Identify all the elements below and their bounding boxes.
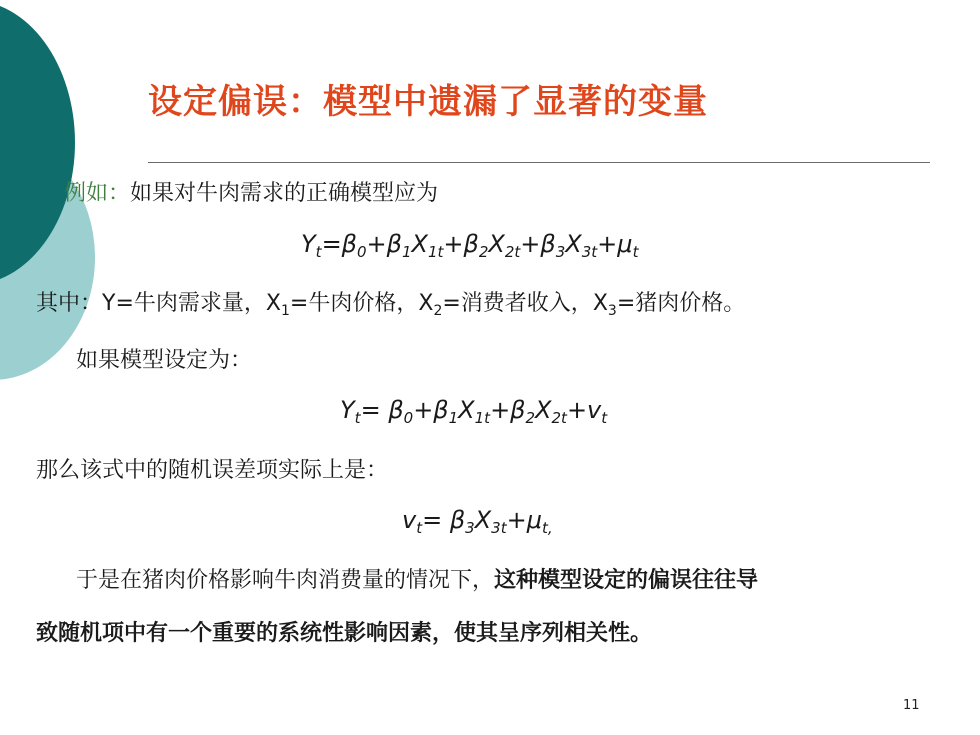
f1-beta0: β: [341, 230, 357, 258]
f1-beta1: β: [386, 230, 402, 258]
where-x2-desc: 消费者收入，: [460, 291, 593, 316]
f1-beta0-sub: 0: [357, 243, 367, 261]
f2-beta0-sub: 0: [403, 409, 414, 427]
f3-v: v: [402, 506, 417, 534]
error-term-formula: [402, 506, 553, 537]
f1-plus: +: [366, 230, 387, 258]
where-x3-sub: 3: [607, 303, 617, 319]
where-y-desc: 牛肉需求量，: [133, 291, 266, 316]
f2-x1-sub: 1t: [474, 409, 491, 427]
conclusion-line-1: [76, 563, 758, 594]
where-x2-sub: 2: [433, 303, 443, 319]
f1-x2-sub: 2t: [504, 243, 521, 261]
f1-x3-sub: 3t: [581, 243, 598, 261]
title-divider: [148, 162, 930, 163]
f1-x3: X: [565, 230, 582, 258]
f1-x1: X: [411, 230, 428, 258]
f2-v: v: [587, 396, 602, 424]
example-line: [64, 176, 438, 207]
f1-beta1-sub: 1: [401, 243, 412, 261]
f2-plus: +: [490, 396, 511, 424]
f1-beta3: β: [540, 230, 556, 258]
where-x3-desc: 猪肉价格。: [635, 291, 746, 316]
f2-v-sub: t: [601, 409, 608, 427]
conclusion-line-2: 致随机项中有一个重要的系统性影响因素，使其呈序列相关性。: [36, 620, 653, 646]
f2-x2: X: [535, 396, 552, 424]
f2-x1: X: [458, 396, 475, 424]
f2-eq: =: [360, 396, 389, 424]
f2-beta2-sub: 2: [525, 409, 536, 427]
f2-x2-sub: 2t: [551, 409, 567, 427]
slide-title: 设定偏误：模型中遗漏了显著的变量: [148, 82, 708, 122]
where-x1: X: [265, 291, 281, 316]
example-text: 如果对牛肉需求的正确模型应为: [130, 181, 439, 206]
where-x1-desc: 牛肉价格，: [308, 291, 419, 316]
f2-beta1-sub: 1: [448, 409, 459, 427]
f1-eq: =: [321, 230, 342, 258]
misspecified-model-formula: [340, 396, 607, 427]
f2-y-sub: t: [354, 409, 361, 427]
where-x1-eq: =: [289, 291, 309, 316]
f1-plus: +: [443, 230, 464, 258]
example-label: 例如：: [64, 181, 131, 206]
f2-plus: +: [413, 396, 434, 424]
f1-x2: X: [488, 230, 505, 258]
conclusion-bold-text: 这种模型设定的偏误往往导: [494, 567, 759, 593]
f3-beta3: β: [449, 506, 466, 534]
f3-beta3-sub: 3: [465, 519, 475, 537]
f1-mu: μ: [617, 230, 633, 258]
f3-mu: μ: [526, 506, 542, 534]
f3-x3-sub: 3t: [491, 519, 507, 537]
f1-mu-sub: t: [632, 243, 639, 261]
correct-model-formula: [301, 230, 638, 261]
f2-beta0: β: [388, 396, 404, 424]
where-x1-sub: 1: [280, 303, 290, 319]
where-x3-eq: =: [616, 291, 636, 316]
f1-plus: +: [520, 230, 541, 258]
f2-beta2: β: [510, 396, 526, 424]
f3-plus: +: [506, 506, 527, 534]
f3-x3: X: [474, 506, 492, 534]
f2-plus: +: [566, 396, 588, 424]
f1-beta2: β: [463, 230, 479, 258]
f2-beta1: β: [433, 396, 449, 424]
variable-definitions: [36, 286, 745, 319]
f1-x1-sub: 1t: [427, 243, 444, 261]
f3-eq: =: [422, 506, 450, 534]
conclusion-normal-text: 于是在猪肉价格影响牛肉消费量的情况下，: [76, 568, 495, 593]
where-y: Y=: [102, 291, 134, 316]
if-set-text: 如果模型设定为：: [76, 348, 253, 373]
where-x3: X: [592, 291, 608, 316]
f1-plus: +: [597, 230, 618, 258]
f1-y-sub: t: [315, 243, 322, 261]
f1-y: Y: [301, 230, 316, 258]
where-x2: X: [418, 291, 434, 316]
f2-y: Y: [340, 396, 355, 424]
page-number: 11: [903, 698, 920, 713]
f1-beta2-sub: 2: [478, 243, 489, 261]
f3-v-sub: t: [416, 519, 423, 537]
f1-beta3-sub: 3: [555, 243, 566, 261]
f3-mu-sub: t,: [542, 519, 553, 537]
where-lead: 其中：: [36, 291, 103, 316]
error-term-text: 那么该式中的随机误差项实际上是：: [36, 458, 389, 483]
where-x2-eq: =: [442, 291, 461, 316]
